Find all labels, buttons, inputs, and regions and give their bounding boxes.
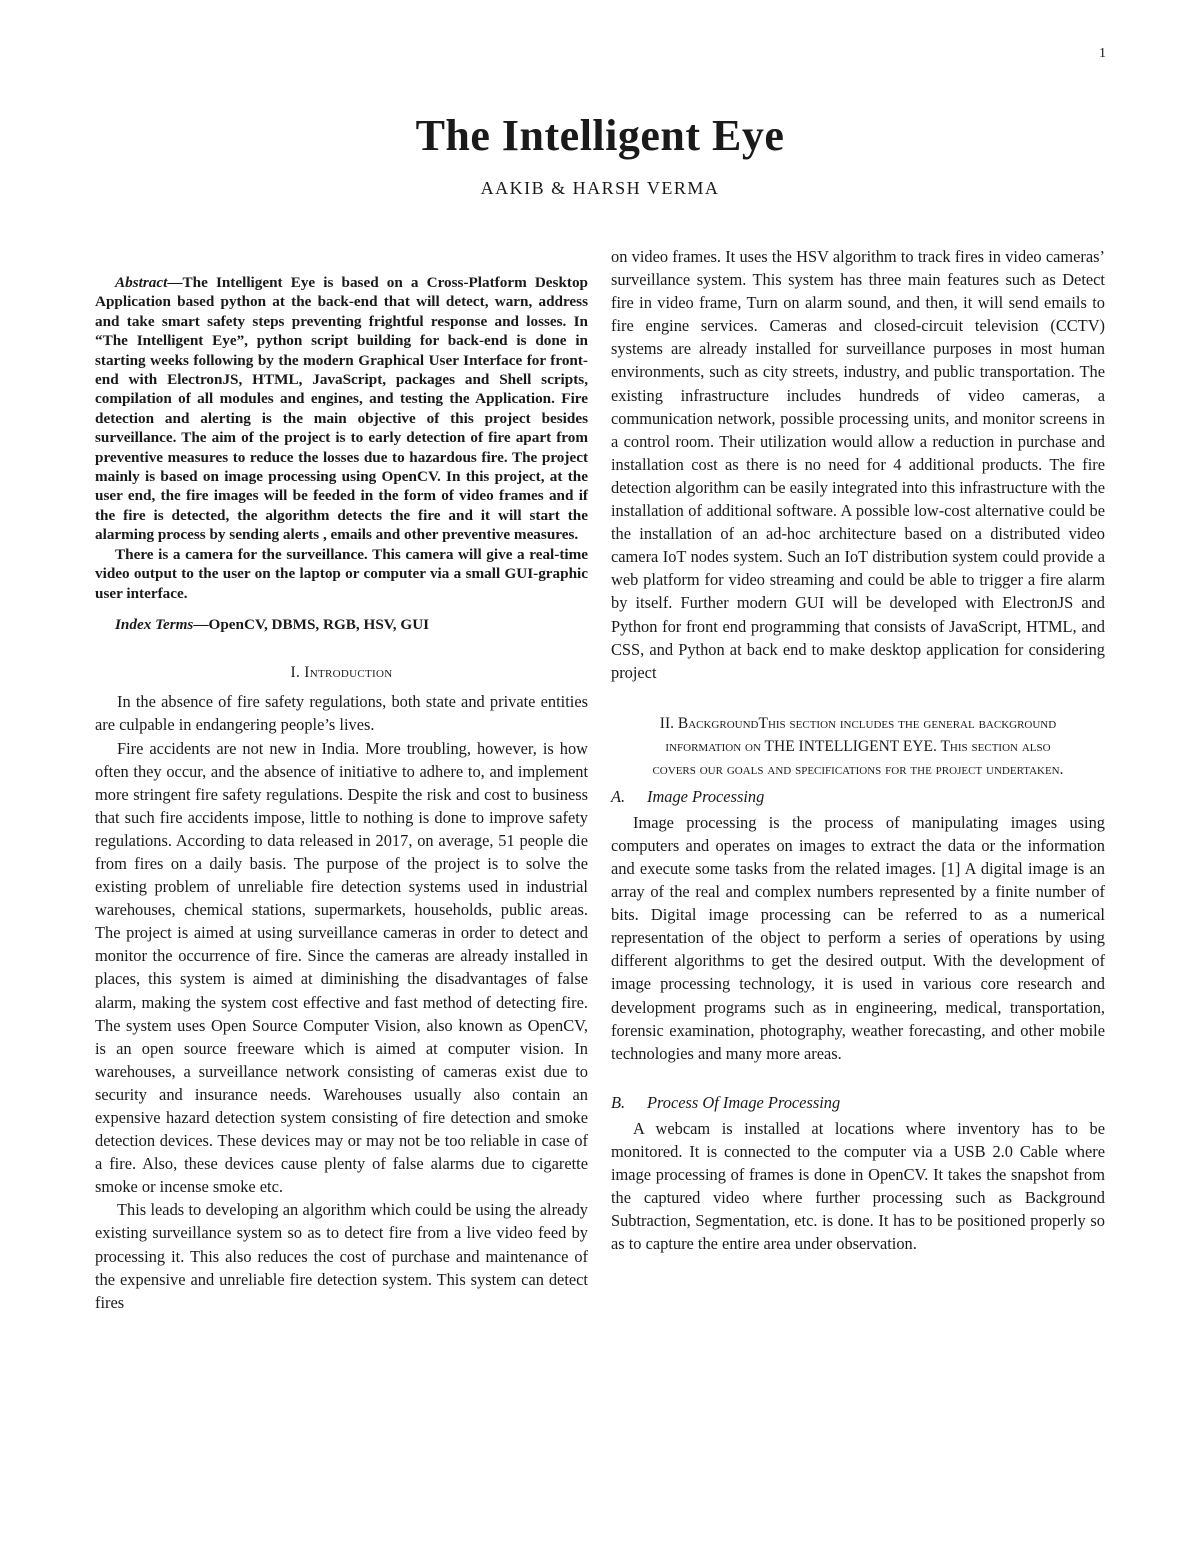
intro-paragraph-3-continued: on video frames. It uses the HSV algorithm to track fires in video cameras’ surveillance system. This system has three main features such as Detect fire in video frame, Turn on alarm sound, and then, it will send emails to fire engine services. Cameras and closed-circuit television (CCTV) systems are already installed for surveillance purposes in most human environments, such as city streets, industry, and public transportation. The existing infrastructure includes hundreds of video cameras, a communication network, possible processing units, and monitor screens in a control room. Their utilization would allow a reduction in purchase and installation cost as there is no need for 4 additional products. The fire detection algorithm can be easily integrated into this infrastructure with the installation of additional software. A possible low-cost alternative could be the installation of an ad-hoc architecture based on a distributed video camera IoT nodes system. Such an IoT distribution system could provide a web platform for video streaming and could be able to trigger a fire alarm by itself. Further modern GUI will be developed with ElectronJS and Python for front end programming that consists of JavaScript, HTML, and CSS, and Python at back end to make desktop application for considering project	[611, 247, 1105, 682]
abstract	[95, 273, 588, 545]
subsection-image-processing	[611, 787, 1105, 807]
paper-title: The Intelligent Eye	[415, 111, 785, 160]
paper-authors: AAKIB & HARSH VERMA	[480, 178, 720, 198]
right-column	[611, 245, 1105, 1255]
index-terms	[95, 615, 588, 634]
intro-paragraph-1: In the absence of fire safety regulations, both state and private entities are culpable in endangering people’s lives.	[95, 692, 588, 735]
image-processing-paragraph: Image processing is the process of manipulating images using computers and operates on images to extract the data or the information and execute some tasks from the related images. [1] A digital image is an array of the real and complex numbers represented by a finite number of bits. Digital image processing can be referred to as a numerical representation of the object to perform a series of operations by using different algorithms to get the desired output. With the development of image processing technology, it is used in various core research and development programs such as in engineering, medical, transportation, forensic examination, photography, weather forecasting, and other mobile technologies and many more areas.	[611, 812, 1105, 1063]
abstract-label: Abstract	[115, 274, 168, 291]
index-terms-text: OpenCV, DBMS, RGB, HSV, GUI	[208, 615, 430, 633]
index-terms-label: Index Terms	[115, 615, 194, 633]
index-terms-dash: —	[193, 615, 209, 633]
subsection-a-number: A.	[611, 786, 626, 806]
subsection-process-of-image-processing	[611, 1093, 1105, 1113]
process-paragraph: A webcam is installed at locations where inventory has to be monitored. It is connected to the computer via a USB 2.0 Cable where image processing of frames is done in OpenCV. It takes the snapshot from the captured video where further processing such as Background Subtraction, Segmentation, etc. is done. It has to be positioned properly so as to capture the entire area under observation.	[611, 1118, 1105, 1254]
subsection-b-number: B.	[611, 1092, 626, 1112]
subsection-b-title: Process Of Image Processing	[647, 1092, 841, 1112]
left-column	[95, 273, 588, 1314]
abstract-dash: —	[167, 274, 183, 291]
subsection-a-title: Image Processing	[647, 786, 765, 806]
introduction-heading: I. Introduction	[290, 664, 393, 682]
abstract-paragraph-2: There is a camera for the surveillance. This camera will give a real-time video output to the user on the laptop or computer via a small GUI-graphic user interface.	[95, 545, 588, 602]
page-number: 1	[1099, 46, 1106, 61]
intro-paragraph-3: This leads to developing an algorithm which could be using the already existing surveillance system so as to detect fire from a live video feed by processing it. This also reduces the cost of purchase and maintenance of the expensive and unreliable fire detection system. This system can detect fires	[95, 1200, 588, 1312]
background-heading: II. BackgroundThis section includes the general background information on THE INTELLIGENT EYE. This section also covers our goals and specifications for the project undertaken.	[652, 714, 1064, 778]
intro-paragraph-2: Fire accidents are not new in India. More troubling, however, is how often they occur, and the absence of initiative to adhere to, and implement more stringent fire safety regulations. Despite the risk and cost to business that such fire accidents impose, little to nothing is done to improve safety regulations. According to data released in 2017, on average, 51 people die from fires on a daily basis. The purpose of the project is to solve the existing problem of unreliable fire detection systems used in industrial warehouses, chemical stations, supermarkets, households, public areas. The project is aimed at using surveillance cameras in order to detect and monitor the occurrence of fire. Since the cameras are already installed in places, this system is aimed at diminishing the disadvantages of false alarm, making the system cost effective and fast method of detecting fire. The system uses Open Source Computer Vision, also known as OpenCV, is an open source freeware which is aimed at computer vision. In warehouses, a surveillance network consisting of cameras exist due to security and insurance needs. Warehouses usually also contain an expensive hazard detection system consisting of fire detection and smoke detection devices. These devices may or may not be too reliable in case of a fire. Also, these devices cause plenty of false alarms due to cigarette smoke or incense smoke etc.	[95, 738, 588, 1197]
abstract-text: The Intelligent Eye is based on a Cross-Platform Desktop Application based python at the back-end that will detect, warn, address and take smart safety steps preventing frightful response and losses. In “The Intelligent Eye”, python script building for back-end is done in starting weeks following by the modern Graphical User Interface for front-end with ElectronJS, HTML, JavaScript, packages and Shell scripts, compilation of all modules and engines, and testing the Application. Fire detection and alerting is the main objective of this project besides surveillance. The aim of the project is to early detection of fire apart from preventive measures to reduce the losses due to hazardous fire. The project mainly is based on image processing using OpenCV. In this project, at the user end, the fire images will be feeded in the form of video frames and if the fire is detected, the algorithm detects the fire and it will start the alarming process by sending alerts , emails and other preventive measures.	[95, 274, 588, 544]
